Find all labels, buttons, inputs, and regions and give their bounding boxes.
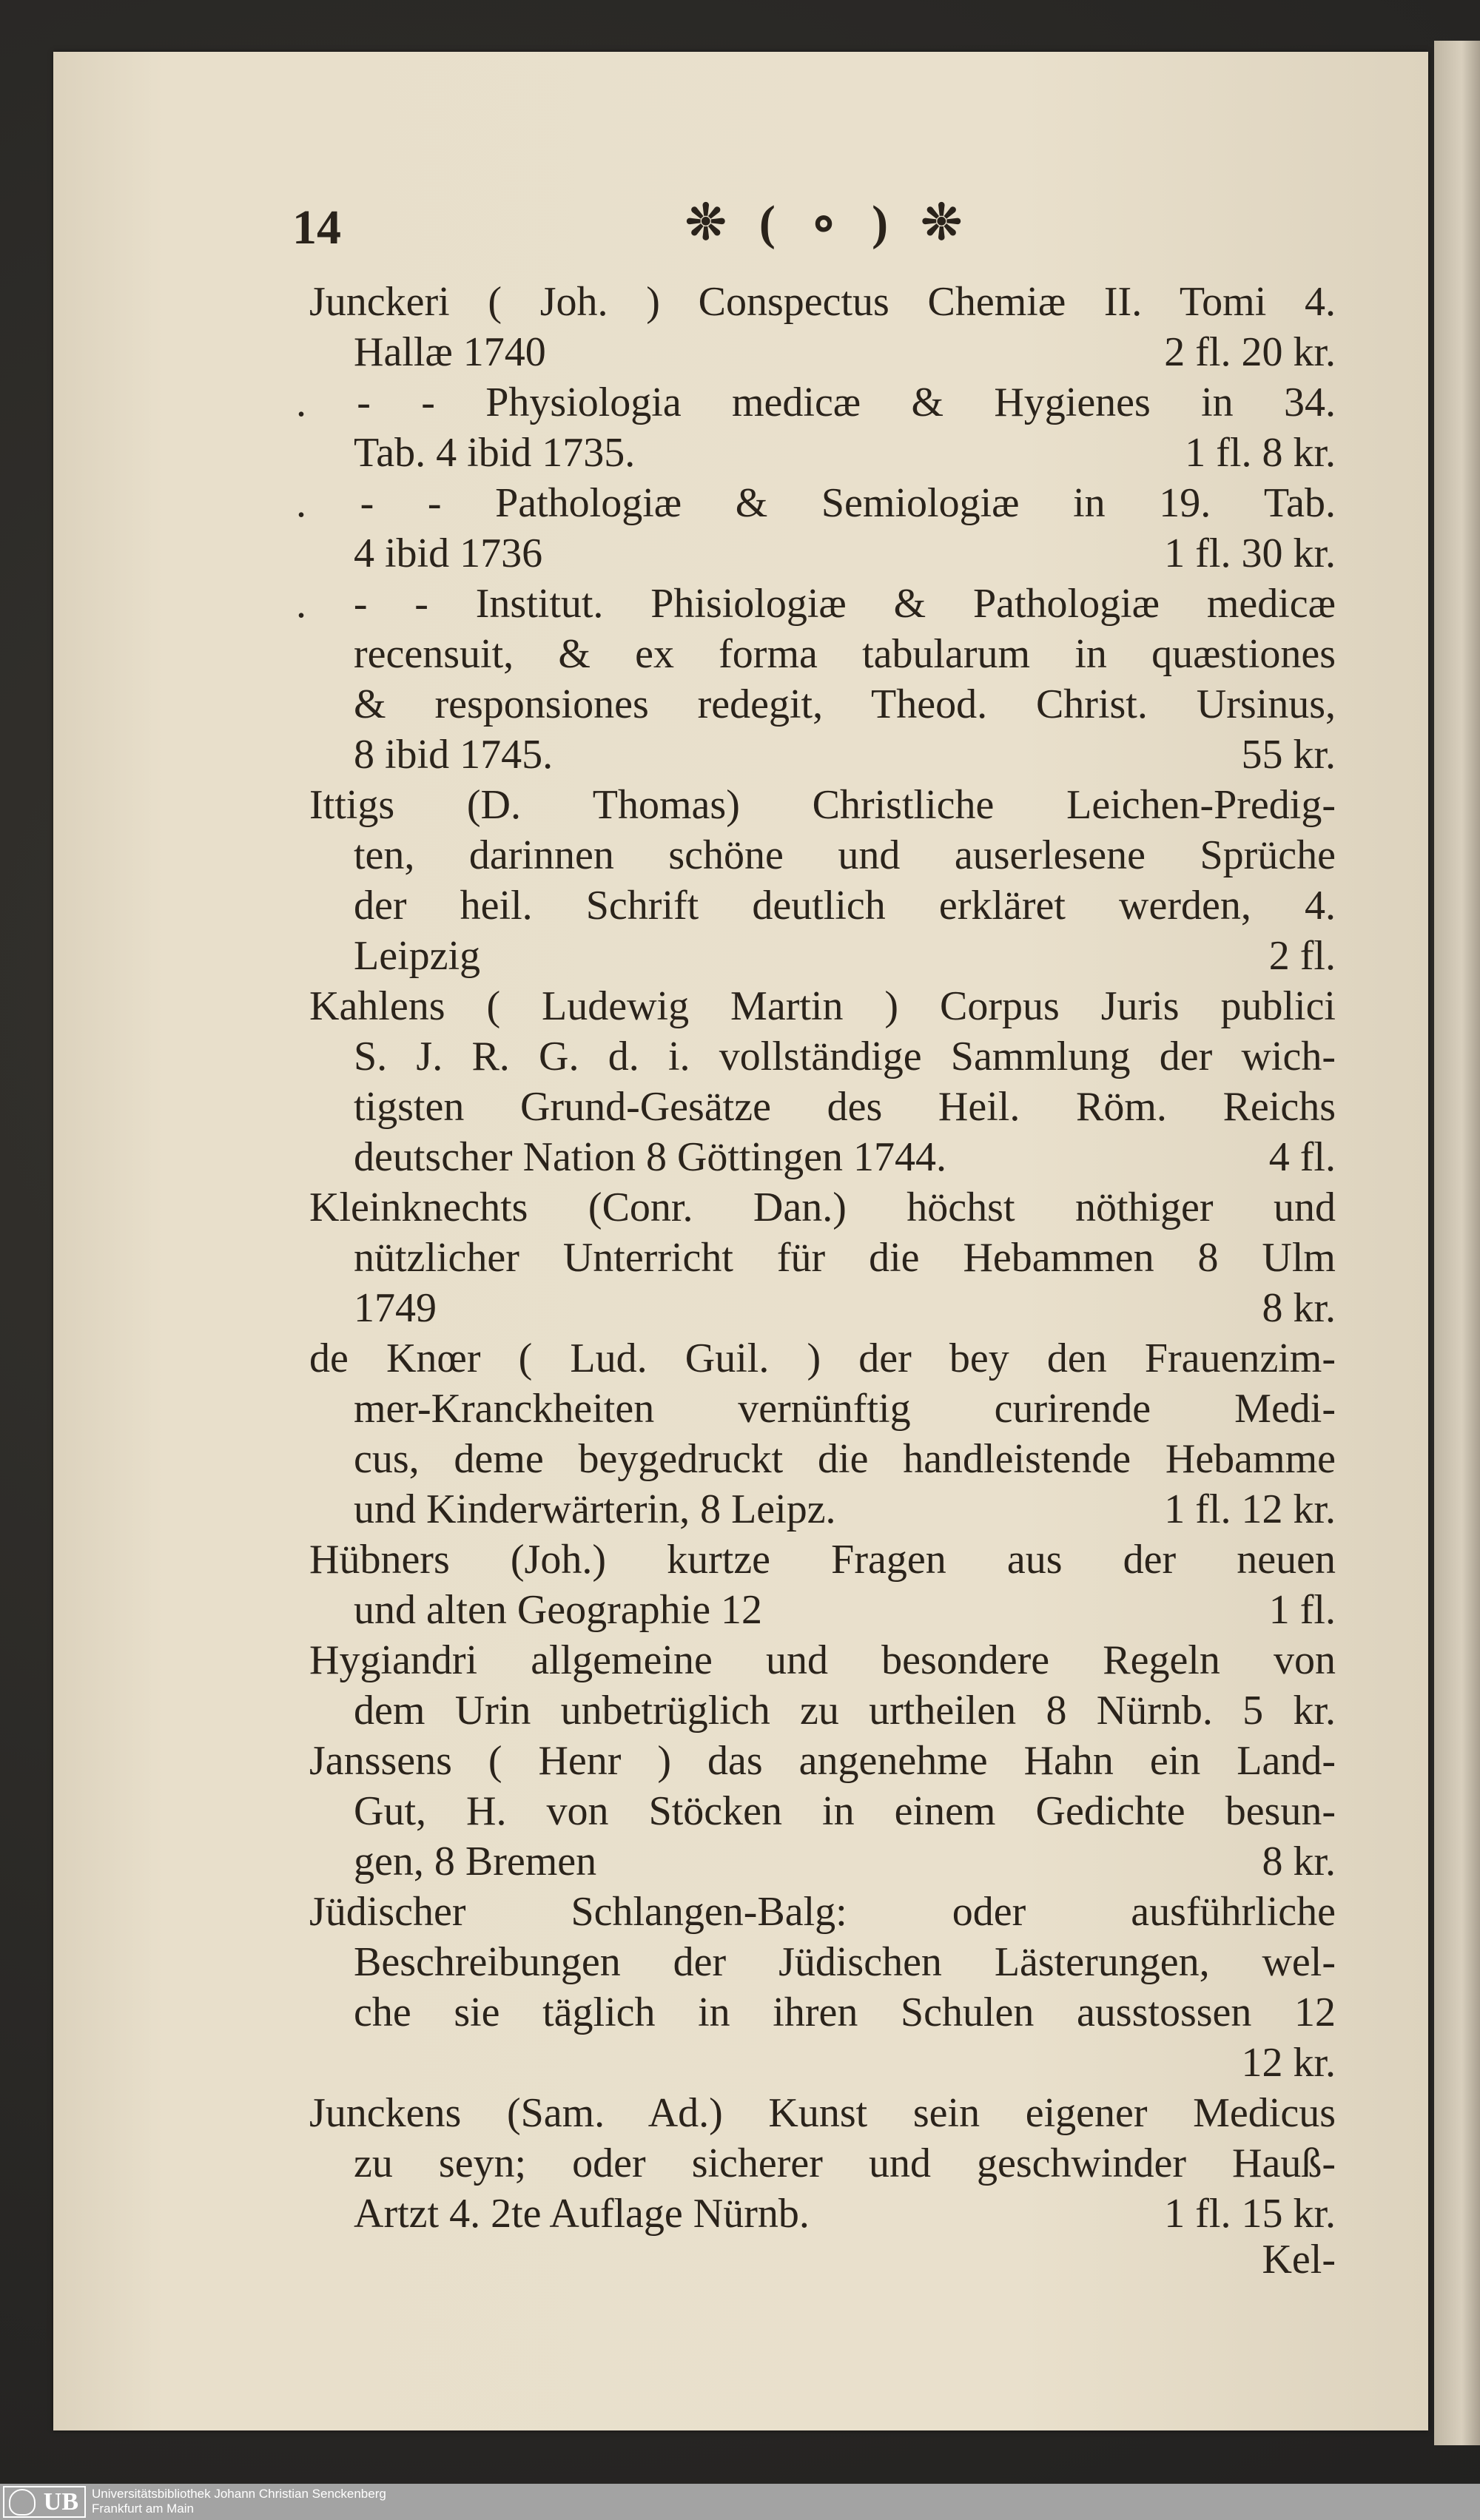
entry-line <box>354 730 1336 780</box>
entry-line <box>354 1987 1336 2038</box>
entry-text: Artzt 4. 2te Auflage Nürnb. <box>354 2191 810 2237</box>
entry-text: der heil. Schrift deutlich erkläret werden, 4. <box>354 883 1336 929</box>
entry-line <box>354 679 1336 730</box>
entry-text: 4 ibid 1736 <box>354 530 543 576</box>
entry-line <box>354 1786 1336 1836</box>
entry-price: 2 fl. 20 kr. <box>1164 329 1336 375</box>
entry-text: Janssens ( Henr ) das angenehme Hahn ein Land- <box>309 1738 1336 1784</box>
entry-price: 2 fl. <box>1268 933 1336 979</box>
entry-price: 12 kr. <box>1241 2040 1336 2086</box>
logo-text: UB <box>43 2488 78 2516</box>
entry-text: 8 ibid 1745. <box>354 732 554 778</box>
page-number: 14 <box>292 201 341 255</box>
entry-line <box>354 1384 1336 1434</box>
entry-text: Junckens (Sam. Ad.) Kunst sein eigener Medicus <box>309 2090 1336 2136</box>
entry-text: & responsiones redegit, Theod. Christ. Ursinus, <box>354 681 1336 727</box>
entry-line <box>354 2138 1336 2189</box>
entry-line <box>354 1283 1336 1333</box>
entry-first-line <box>309 1182 1336 1233</box>
entry-text: und Kinderwärterin, 8 Leipz. <box>354 1486 836 1532</box>
entry-first-line <box>309 1887 1336 1937</box>
entry-price: 55 kr. <box>1241 732 1336 778</box>
entry-text: tigsten Grund-Gesätze des Heil. Röm. Reichs <box>354 1084 1336 1130</box>
entry-text: mer-Kranckheiten vernünftig curirende Medi- <box>354 1386 1336 1432</box>
entry-line <box>354 1233 1336 1283</box>
entry-line <box>354 327 1336 377</box>
entry-text: nützlicher Unterricht für die Hebammen 8 Ulm <box>354 1235 1336 1281</box>
entry-price: 8 kr. <box>1262 1839 1336 1884</box>
entry-line <box>354 1937 1336 1987</box>
entry-text: che sie täglich in ihren Schulen ausstossen 12 <box>354 1990 1336 2035</box>
entry-price: 1 fl. 30 kr. <box>1164 530 1336 576</box>
entry-first-line <box>309 981 1336 1031</box>
entry-line <box>354 931 1336 981</box>
entry-line <box>354 2189 1336 2239</box>
entry-line <box>354 428 1336 478</box>
library-city: Frankfurt am Main <box>92 2502 194 2516</box>
entry-line <box>354 1434 1336 1484</box>
entry-text: zu seyn; oder sicherer und geschwinder Hauß- <box>354 2140 1336 2186</box>
entry-first-line <box>296 478 1336 528</box>
entry-line <box>354 2038 1336 2088</box>
entry-first-line <box>309 1534 1336 1585</box>
adjacent-page-edge <box>1434 41 1480 2445</box>
entry-first-line <box>309 2088 1336 2138</box>
entry-price: 4 fl. <box>1268 1134 1336 1180</box>
entry-first-line <box>309 1635 1336 1685</box>
entry-text: 1749 <box>354 1285 437 1331</box>
entry-first-line <box>309 780 1336 830</box>
portrait-icon <box>9 2489 36 2516</box>
ub-logo <box>3 2486 86 2518</box>
entry-text: Kahlens ( Ludewig Martin ) Corpus Juris publici <box>309 983 1336 1029</box>
entry-line <box>354 1836 1336 1887</box>
entry-text: Hygiandri allgemeine und besondere Regeln von <box>309 1637 1336 1683</box>
entry-price: 1 fl. 8 kr. <box>1185 430 1336 476</box>
entry-text: cus, deme beygedruckt die handleistende Hebamme <box>354 1436 1336 1482</box>
entry-text: Hübners (Joh.) kurtze Fragen aus der neuen <box>309 1537 1336 1583</box>
entry-text: Leipzig <box>354 933 481 979</box>
entry-first-line <box>296 579 1336 629</box>
entry-text: de Knœr ( Lud. Guil. ) der bey den Frauenzim- <box>309 1335 1336 1381</box>
entry-price: 1 fl. 15 kr. <box>1164 2191 1336 2237</box>
entry-price: 1 fl. <box>1268 1587 1336 1633</box>
entry-first-line <box>309 277 1336 327</box>
entry-line <box>354 1132 1336 1182</box>
entry-first-line <box>309 1333 1336 1384</box>
entry-text: und alten Geographie 12 <box>354 1587 763 1633</box>
entry-line <box>354 830 1336 880</box>
entry-text: S. J. R. G. d. i. vollständige Sammlung der wich- <box>354 1034 1336 1079</box>
entry-text: Ittigs (D. Thomas) Christliche Leichen-Predig- <box>309 782 1336 828</box>
entry-text: recensuit, & ex forma tabularum in quæstiones <box>354 631 1336 677</box>
entry-text: Beschreibungen der Jüdischen Lästerungen, wel- <box>354 1939 1336 1985</box>
entry-line <box>354 629 1336 679</box>
entry-text: Gut, H. von Stöcken in einem Gedichte besun- <box>354 1788 1336 1834</box>
entry-text: Kleinknechts (Conr. Dan.) höchst nöthiger und <box>309 1185 1336 1230</box>
entry-price: 1 fl. 12 kr. <box>1164 1486 1336 1532</box>
entry-line <box>354 1031 1336 1082</box>
header-ornament: ❊ ( ∘ ) ❊ <box>685 196 972 250</box>
entry-line <box>354 1082 1336 1132</box>
entry-line <box>354 1685 1336 1736</box>
entry-text: gen, 8 Bremen <box>354 1839 597 1884</box>
entry-text: . - - Institut. Phisiologiæ & Pathologiæ medicæ <box>296 581 1336 627</box>
entry-line <box>354 880 1336 931</box>
entry-line <box>354 1585 1336 1635</box>
entry-text: deutscher Nation 8 Göttingen 1744. <box>354 1134 946 1180</box>
entry-first-line <box>296 377 1336 428</box>
entry-text: . - - Physiologia medicæ & Hygienes in 34. <box>296 380 1336 425</box>
entry-text: ten, darinnen schöne und auserlesene Sprüche <box>354 832 1336 878</box>
entry-price: 8 kr. <box>1262 1285 1336 1331</box>
entry-line <box>354 528 1336 579</box>
entry-text: Hallæ 1740 <box>354 329 546 375</box>
library-name: Universitätsbibliothek Johann Christian Senckenberg <box>92 2487 386 2501</box>
entry-first-line <box>309 1736 1336 1786</box>
entry-text: . - - Pathologiæ & Semiologiæ in 19. Tab. <box>296 480 1336 526</box>
entry-text: dem Urin unbetrüglich zu urtheilen 8 Nürnb. 5 kr. <box>354 1688 1336 1734</box>
entry-line <box>354 1484 1336 1534</box>
catchword: Kel- <box>1262 2237 1336 2283</box>
entry-text: Tab. 4 ibid 1735. <box>354 430 636 476</box>
entry-text: Jüdischer Schlangen-Balg: oder ausführliche <box>309 1889 1336 1935</box>
entry-text: Junckeri ( Joh. ) Conspectus Chemiæ II. Tomi 4. <box>309 279 1336 325</box>
